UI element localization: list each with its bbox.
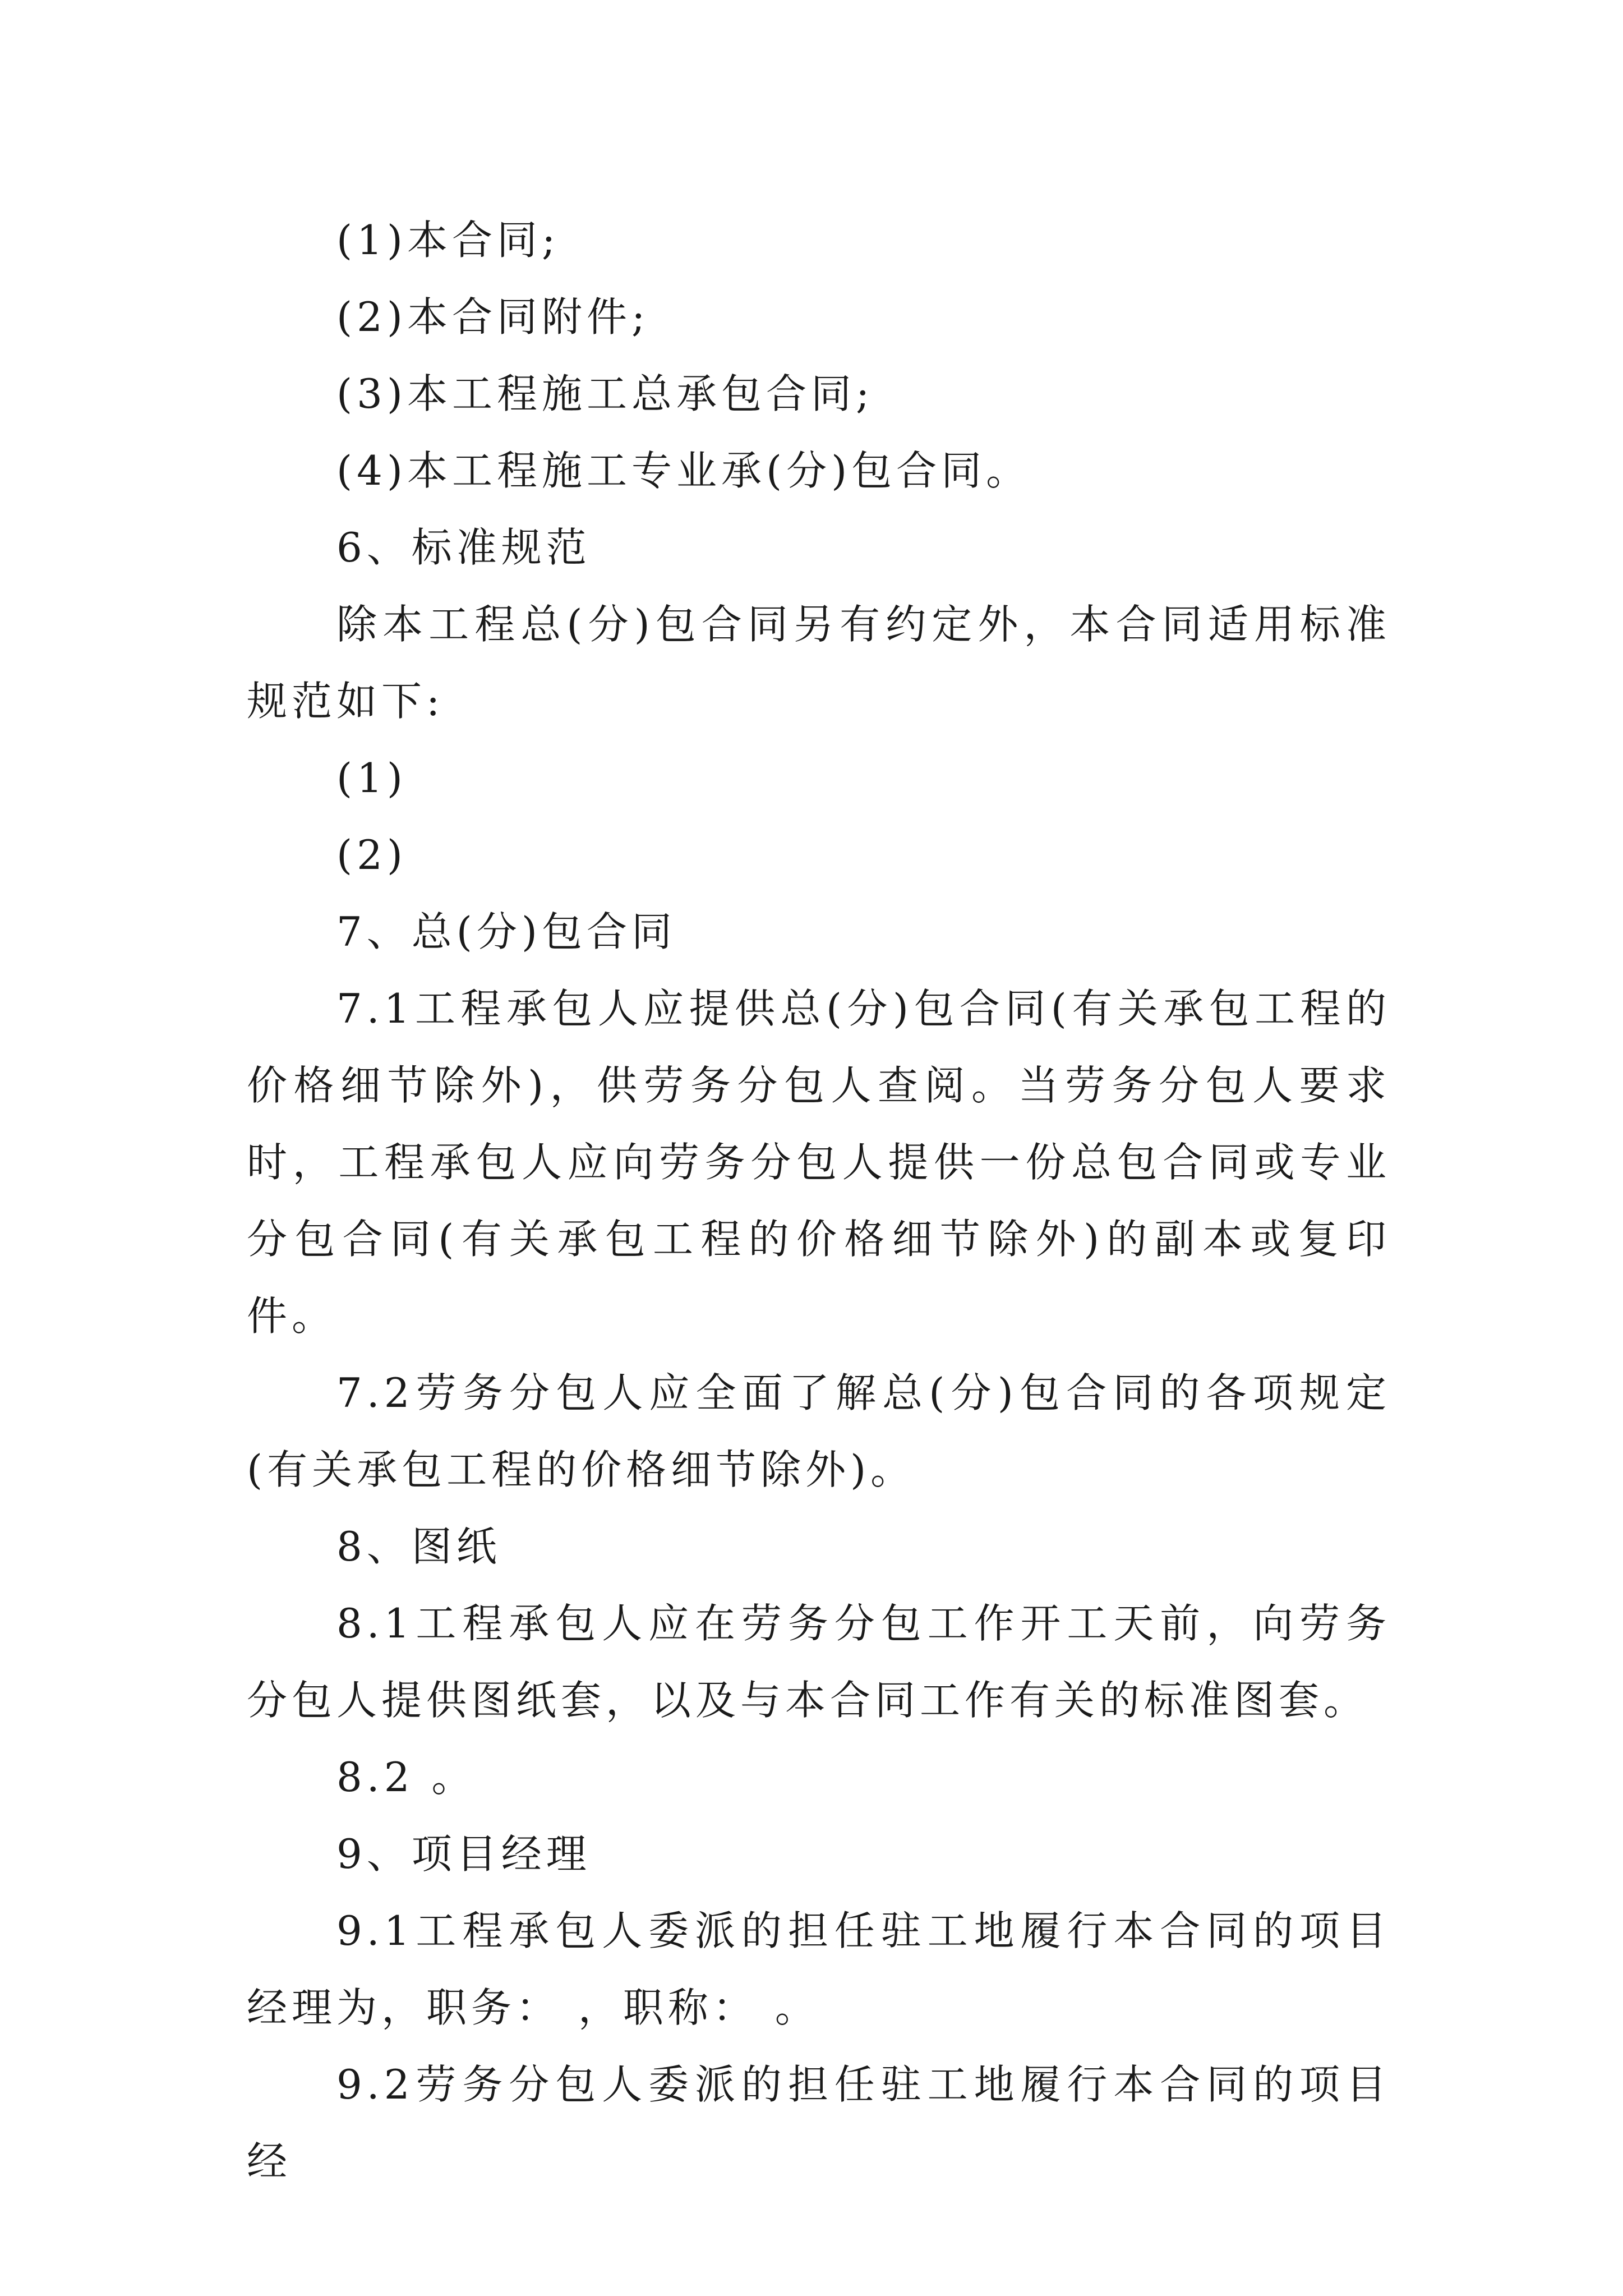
clause-7-2: 7.2劳务分包人应全面了解总(分)包合同的各项规定(有关承包工程的价格细节除外)。 [247, 1369, 1391, 1493]
paragraph-item-4: (4)本工程施工专业承(分)包合同。 [336, 447, 1031, 494]
clause-8-1: 8.1工程承包人应在劳务分包工作开工天前，向劳务分包人提供图纸套，以及与本合同工作有关的标准图套。 [247, 1600, 1391, 1724]
section-heading-8: 8、图纸 [336, 1523, 501, 1570]
section-heading-7: 7、总(分)包合同 [336, 908, 676, 955]
paragraph-standards-intro: 除本工程总(分)包合同另有约定外，本合同适用标准规范如下: [247, 601, 1391, 725]
paragraph-item-2: (2)本合同附件; [336, 293, 650, 341]
section-heading-9: 9、项目经理 [336, 1830, 591, 1878]
clause-7-1: 7.1工程承包人应提供总(分)包合同(有关承包工程的价格细节除外)，供劳务分包人查阅。当劳务分包人要求时，工程承包人应向劳务分包人提供一份总包合同或专业分包合同(有关承包工程的价格细节除外)的副本或复印件。 [247, 985, 1391, 1340]
standards-item-2: (2) [336, 831, 407, 878]
clause-9-1: 9.1工程承包人委派的担任驻工地履行本合同的项目经理为，职务： ，职称： 。 [247, 1907, 1391, 2031]
section-heading-6: 6、标准规范 [336, 524, 591, 571]
standards-item-1: (1) [336, 754, 407, 802]
paragraph-item-1: (1)本合同; [336, 217, 560, 264]
clause-9-2: 9.2劳务分包人委派的担任驻工地履行本合同的项目经 [247, 2061, 1391, 2185]
clause-8-2: 8.2 。 [336, 1754, 477, 1801]
paragraph-item-3: (3)本工程施工总承包合同; [336, 370, 874, 417]
document-body [247, 202, 1391, 2200]
